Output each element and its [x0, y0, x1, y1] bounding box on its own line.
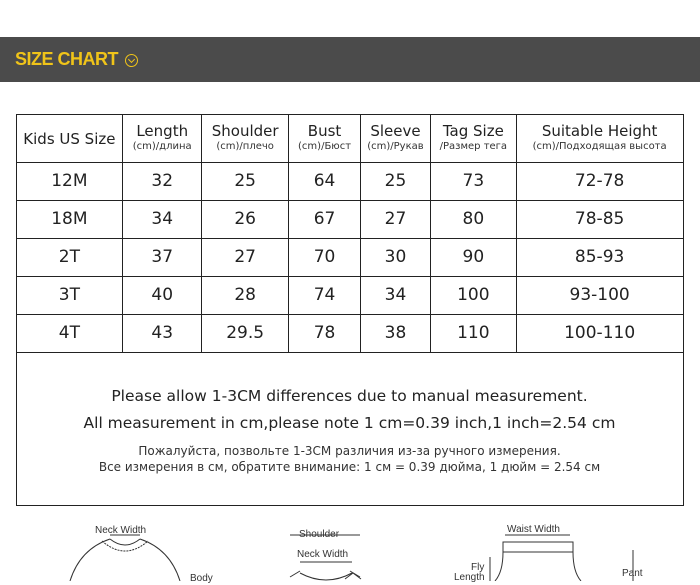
cell: 27 [360, 200, 430, 238]
cell: 40 [123, 276, 202, 314]
header-tag-size: Tag Size /Размер тега [430, 114, 516, 162]
measurement-diagrams [0, 515, 700, 584]
note-ru-2: Все измерения в см, обратите внимание: 1 см = 0.39 дюйма, 1 дюйм = 2.54 см [98, 460, 601, 474]
chevron-down-circle-icon [125, 54, 138, 67]
cell: 26 [202, 200, 289, 238]
header-length: Length (cm)/длина [123, 114, 202, 162]
table-row [16, 276, 683, 314]
shirt-diagram-icon [70, 535, 180, 581]
table-row [16, 314, 683, 352]
cell: 27 [202, 238, 289, 276]
body-label: Body [190, 573, 213, 584]
cell: 38 [360, 314, 430, 352]
cell: 80 [430, 200, 516, 238]
table-row [16, 162, 683, 200]
cell: 100-110 [516, 314, 683, 352]
cell: 12M [16, 162, 123, 200]
note-en-2: All measurement in cm,please note 1 cm=0.39 inch,1 inch=2.54 cm [83, 414, 616, 432]
neck-width-label-2: Neck Width [297, 549, 349, 560]
header-size: Kids US Size [16, 114, 123, 162]
table-row [16, 238, 683, 276]
cell: 67 [289, 200, 361, 238]
cell: 34 [123, 200, 202, 238]
cell: 78 [289, 314, 361, 352]
pants-diagram-icon [490, 535, 633, 581]
cell: 72-78 [516, 162, 683, 200]
cell: 93-100 [516, 276, 683, 314]
pant-label: Pant [622, 568, 643, 579]
header-shoulder: Shoulder (cm)/плечо [202, 114, 289, 162]
cell: 110 [430, 314, 516, 352]
size-chart-banner [0, 37, 700, 82]
note-ru-1: Пожалуйста, позвольте 1-3CM различия из-за ручного измерения. [138, 444, 561, 458]
table-row [16, 200, 683, 238]
header-height: Suitable Height (cm)/Подходящая высота [516, 114, 683, 162]
size-chart-box [16, 114, 684, 506]
note-en-1: Please allow 1-3CM differences due to manual measurement. [111, 387, 588, 405]
cell: 34 [360, 276, 430, 314]
waist-width-label: Waist Width [507, 524, 560, 535]
cell: 43 [123, 314, 202, 352]
cell: 90 [430, 238, 516, 276]
cell: 30 [360, 238, 430, 276]
header-bust: Bust (cm)/Бюст [289, 114, 361, 162]
table-header-row [16, 114, 683, 162]
cell: 78-85 [516, 200, 683, 238]
neck-width-label: Neck Width [95, 525, 147, 536]
cell: 3T [16, 276, 123, 314]
cell: 73 [430, 162, 516, 200]
measurement-notes [17, 383, 682, 475]
cell: 25 [202, 162, 289, 200]
cell: 85-93 [516, 238, 683, 276]
cell: 100 [430, 276, 516, 314]
cell: 29.5 [202, 314, 289, 352]
length-label: Length [454, 572, 485, 583]
cell: 28 [202, 276, 289, 314]
header-sleeve: Sleeve (cm)/Рукав [360, 114, 430, 162]
cell: 4T [16, 314, 123, 352]
cell: 70 [289, 238, 361, 276]
size-table [16, 114, 684, 353]
cell: 74 [289, 276, 361, 314]
cell: 32 [123, 162, 202, 200]
cell: 25 [360, 162, 430, 200]
cell: 18M [16, 200, 123, 238]
fly-label: Fly [471, 562, 485, 573]
cell: 64 [289, 162, 361, 200]
cell: 37 [123, 238, 202, 276]
banner-title: SIZE CHART [15, 49, 118, 69]
shoulder-label: Shoulder [299, 529, 340, 540]
cell: 2T [16, 238, 123, 276]
